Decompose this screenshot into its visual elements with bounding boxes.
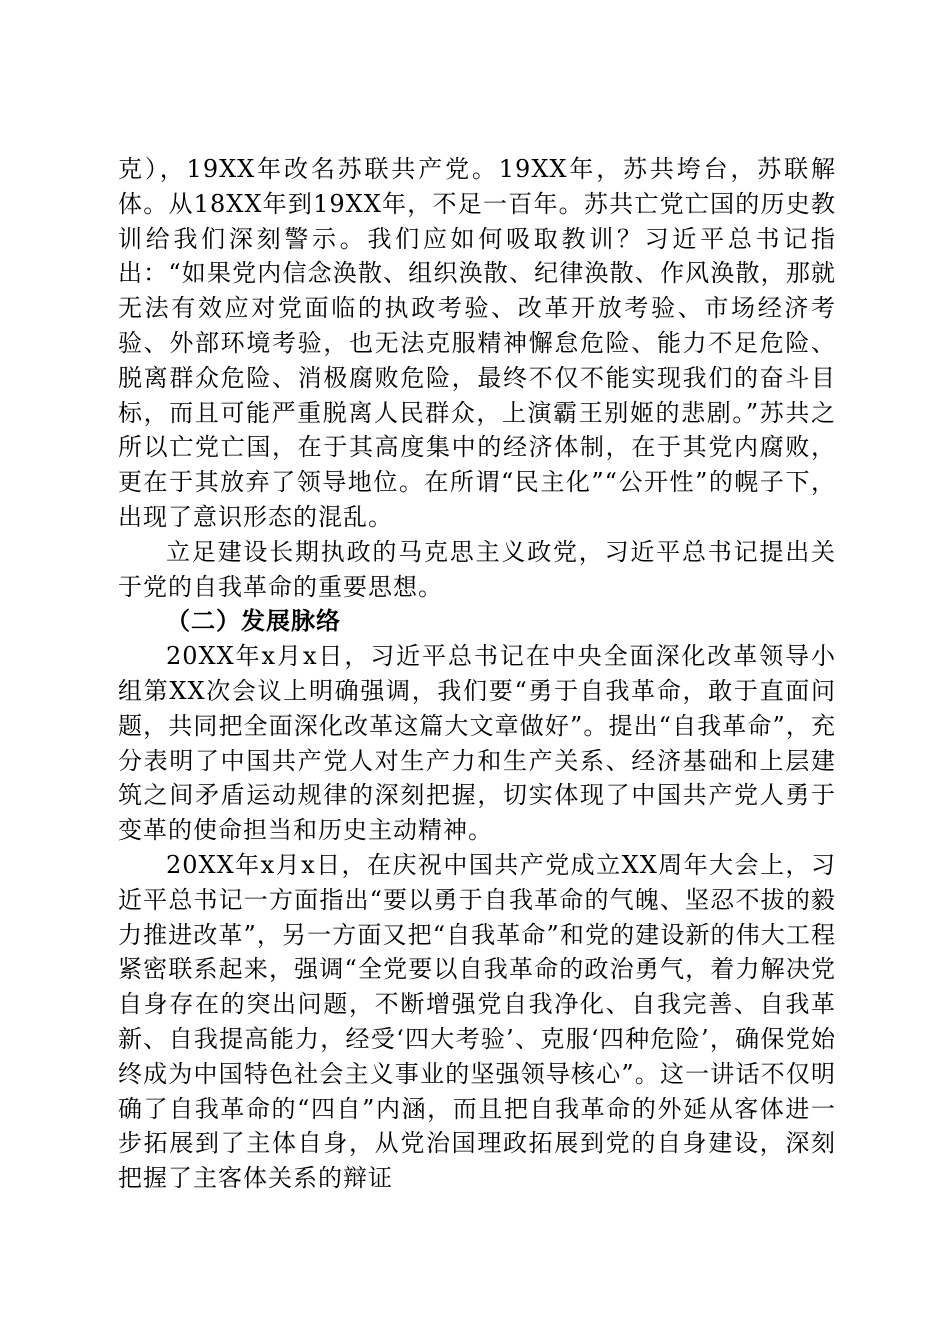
document-page xyxy=(118,152,836,1196)
paragraph-anniversary-speech: 20XX年x月x日，在庆祝中国共产党成立XX周年大会上，习近平总书记一方面指出“要以勇于自我革命的气魄、坚忍不拔的毅力推进改革”，另一方面又把“自我革命”和党的建设新的伟大工程紧密联系起来，强调“全党要以自我革命的政治勇气，着力解决党自身存在的突出问题，不断增强党自我净化、自我完善、自我革新、自我提高能力，经受‘四大考验’、克服‘四种危险’，确保党始终成为中国特色社会主义事业的坚强领导核心”。这一讲话不仅明确了自我革命的“四自”内涵，而且把自我革命的外延从客体进一步拓展到了主体自身，从党治国理政拓展到党的自身建设，深刻把握了主客体关系的辩证 xyxy=(118,850,836,1193)
paragraph-soviet-lesson: 克），19XX年改名苏联共产党。19XX年，苏共垮台，苏联解体。从18XX年到19XX年，不足一百年。苏共亡党亡国的历史教训给我们深刻警示。我们应如何吸取教训？习近平总书记指出：“如果党内信念涣散、组织涣散、纪律涣散、作风涣散，那就无法有效应对党面临的执政考验、改革开放考验、市场经济考验、外部环境考验，也无法克服精神懈怠危险、能力不足危险、脱离群众危险、消极腐败危险，最终不仅不能实现我们的奋斗目标，而且可能严重脱离人民群众，上演霸王别姬的悲剧。”苏共之所以亡党亡国，在于其高度集中的经济体制，在于其党内腐败，更在于其放弃了领导地位。在所谓“民主化”“公开性”的幌子下，出现了意识形态的混乱。 xyxy=(118,155,836,531)
section-heading-development: （二）发展脉络 xyxy=(166,606,341,636)
paragraph-self-revolution-thought: 立足建设长期执政的马克思主义政党，习近平总书记提出关于党的自我革命的重要思想。 xyxy=(118,537,836,601)
paragraph-reform-meeting: 20XX年x月x日，习近平总书记在中央全面深化改革领导小组第XX次会议上明确强调，我们要“勇于自我革命，敢于直面问题，共同把全面深化改革这篇大文章做好”。提出“自我革命”，充分表明了中国共产党人对生产力和生产关系、经济基础和上层建筑之间矛盾运动规律的深刻把握，切实体现了中国共产党人勇于变革的使命担当和历史主动精神。 xyxy=(118,642,836,845)
